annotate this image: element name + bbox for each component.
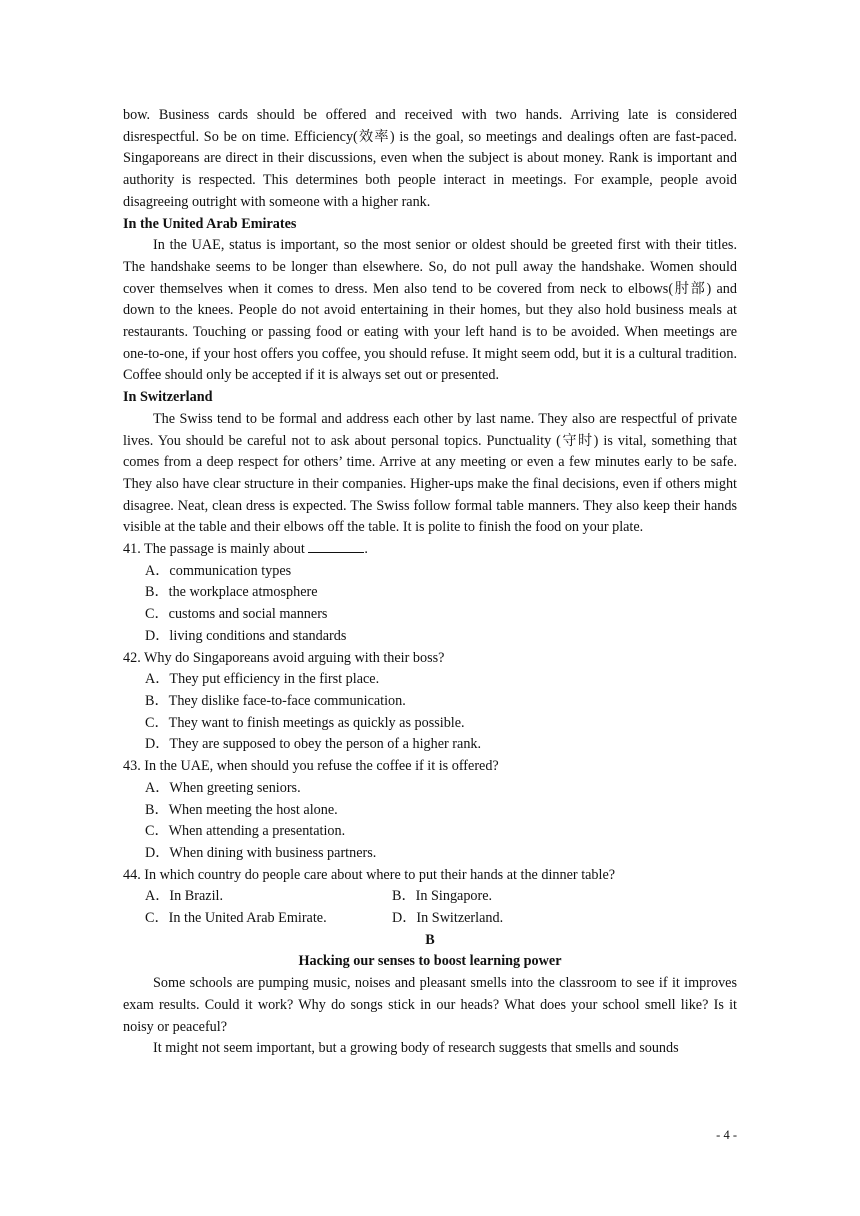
- question-44-option-a: A．In Brazil.: [145, 888, 224, 905]
- page-number: - 4 -: [716, 1128, 737, 1142]
- paragraph-switzerland: The Swiss tend to be formal and address each other by last name. They also are respectful of private lives. You should be careful not to ask about personal topics. Punctuality (守时) is vital, something that comes from a deep respect for others’ time. Arrive at any meeting or even a few minutes early to be safe. They also have clear structure in their companies. Higher-ups make the final decisions, even if others might disagree. Neat, clean dress is expected. The Swiss follow formal table manners. They also keep their hands visible at the table and their elbows off the table. It is polite to finish the food on your plate.: [123, 410, 737, 536]
- question-41-text: 41. The passage is mainly about: [123, 541, 305, 558]
- question-41-option-d: D．living conditions and standards: [145, 627, 347, 644]
- question-43-option-a: A．When greeting seniors.: [145, 779, 301, 796]
- question-43-option-d: D．When dining with business partners.: [145, 844, 377, 861]
- heading-switzerland: In Switzerland: [123, 389, 213, 406]
- question-44-option-d: D．In Switzerland.: [392, 910, 504, 927]
- document-page: [123, 105, 737, 1060]
- question-41-option-a: A．communication types: [145, 562, 292, 579]
- question-41-end: .: [364, 541, 368, 558]
- paragraph-b1: Some schools are pumping music, noises and pleasant smells into the classroom to see if it improves exam results. Could it work? Why do songs stick in our heads? What does your school smell like? Is it noisy or peaceful?: [123, 975, 737, 1035]
- section-title: Hacking our senses to boost learning power: [298, 953, 562, 970]
- heading-uae: In the United Arab Emirates: [123, 215, 297, 232]
- section-letter: B: [425, 931, 435, 948]
- question-42-option-d: D．They are supposed to obey the person of a higher rank.: [145, 736, 482, 753]
- question-44-options-row-2: [145, 908, 737, 930]
- question-42-option-a: A．They put efficiency in the first place.: [145, 671, 380, 688]
- question-42: [123, 648, 737, 757]
- answer-blank: [308, 540, 364, 553]
- question-42-stem: 42. Why do Singaporeans avoid arguing with their boss?: [123, 649, 445, 666]
- paragraph-uae: In the UAE, status is important, so the most senior or oldest should be greeted first with their titles. The handshake seems to be longer than elsewhere. So, do not pull away the handshake. Women should cover themselves when it comes to dress. Men also tend to be covered from neck to elbows(肘部) and down to the knees. People do not avoid entertaining in their homes, but they also hold business meals at restaurants. Touching or passing food or eating with your left hand is to be avoided. When meetings are one-to-one, if your host offers you coffee, you should refuse. It might seem odd, but it is a cultural tradition. Coffee should only be accepted if it is always set out or presented.: [123, 237, 737, 384]
- question-42-option-c: C．They want to finish meetings as quickly as possible.: [145, 714, 465, 731]
- paragraph-b2: It might not seem important, but a growing body of research suggests that smells and sounds: [153, 1040, 679, 1057]
- question-44-option-c: C．In the United Arab Emirate.: [145, 910, 327, 927]
- question-43-option-b: B．When meeting the host alone.: [145, 801, 338, 818]
- question-43-option-c: C．When attending a presentation.: [145, 823, 346, 840]
- question-43-stem: 43. In the UAE, when should you refuse the coffee if it is offered?: [123, 758, 499, 775]
- question-43: [123, 756, 737, 865]
- question-44-stem: 44. In which country do people care about where to put their hands at the dinner table?: [123, 866, 616, 883]
- paragraph-singapore-end: bow. Business cards should be offered and received with two hands. Arriving late is considered disrespectful. So be on time. Efficiency(效率) is the goal, so meetings and dealings often are fast-paced. Singaporeans are direct in their discussions, even when the subject is about money. Rank is important and authority is respected. This determines both people interact in meetings. For example, people avoid disagreeing outright with someone with a higher rank.: [123, 107, 737, 210]
- question-42-option-b: B．They dislike face-to-face communication.: [145, 692, 406, 709]
- question-44-options-row-1: [145, 886, 737, 908]
- question-41: [123, 539, 737, 648]
- question-44: [123, 865, 737, 930]
- question-44-option-b: B．In Singapore.: [392, 888, 493, 905]
- question-41-stem: [123, 539, 737, 561]
- question-41-option-c: C．customs and social manners: [145, 606, 328, 623]
- question-41-option-b: B．the workplace atmosphere: [145, 584, 318, 601]
